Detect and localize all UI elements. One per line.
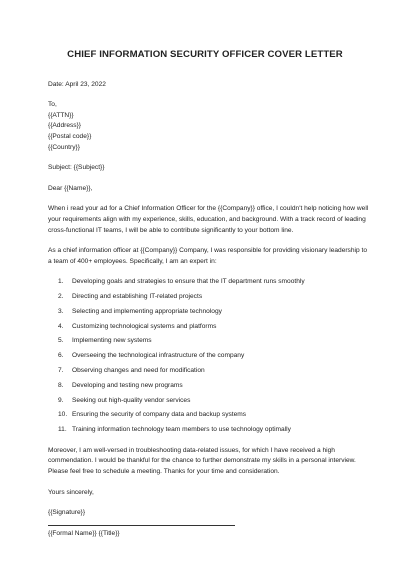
list-item: 5. Implementing new systems	[58, 337, 152, 345]
formal-name-title: {{Formal Name}} {{Title}}	[48, 529, 120, 537]
recipient-line: {{Postal code}}	[48, 132, 92, 140]
paragraph-closing: Moreover, I am well-versed in troubleshooting data-related issues, for which I have received a high commendation. I would be thankful for the chance to further demonstrate my skills in a personal interview. Please feel free to schedule a meeting. Thanks for your time and consideration.	[48, 446, 356, 475]
list-item: 2. Directing and establishing IT-related projects	[58, 293, 203, 301]
letter-date: Date: April 23, 2022	[48, 80, 106, 88]
signature-placeholder: {{Signature}}	[48, 509, 86, 517]
recipient-line: {{ATTN}}	[48, 111, 74, 119]
letter-title: CHIEF INFORMATION SECURITY OFFICER COVER LETTER	[67, 49, 343, 60]
list-item: 8. Developing and testing new programs	[58, 381, 183, 389]
recipient-line: To,	[48, 101, 57, 109]
list-item: 3. Selecting and implementing appropriate technology	[58, 307, 222, 315]
paragraph-intro: When i read your ad for a Chief Information Officer for the {{Company}} office, I couldn't help noticing how well your requirements align with my experience, skills, education, and background. With a track record of leading cross-functional IT teams, I will be able to contribute significantly to your bottom line.	[48, 205, 369, 234]
subject-line: Subject: {{Subject}}	[48, 164, 105, 172]
list-item: 10. Ensuring the security of company data and backup systems	[58, 411, 247, 419]
paragraph-experience: As a chief information officer at {{Company}} Company, I was responsible for providing visionary leadership to a team of 400+ employees. Specifically, I am an expert in:	[48, 247, 367, 265]
list-item: 4. Customizing technological systems and platforms	[58, 322, 217, 330]
list-item: 1. Developing goals and strategies to ensure that the IT department runs smoothly	[58, 278, 305, 286]
list-item: 6. Overseeing the technological infrastructure of the company	[58, 352, 245, 360]
list-item: 9. Seeking out high-quality vendor services	[58, 396, 191, 404]
recipient-line: {{Country}}	[48, 143, 80, 151]
salutation: Dear {{Name}},	[48, 184, 93, 192]
list-item: 11. Training information technology team members to use technology optimally	[58, 426, 291, 434]
signature-rule	[48, 525, 235, 526]
recipient-line: {{Address}}	[48, 122, 81, 130]
expertise-list	[48, 277, 370, 435]
recipient-address	[48, 100, 370, 153]
list-item: 7. Observing changes and need for modification	[58, 367, 205, 374]
closing-line: Yours sincerely,	[48, 488, 94, 496]
